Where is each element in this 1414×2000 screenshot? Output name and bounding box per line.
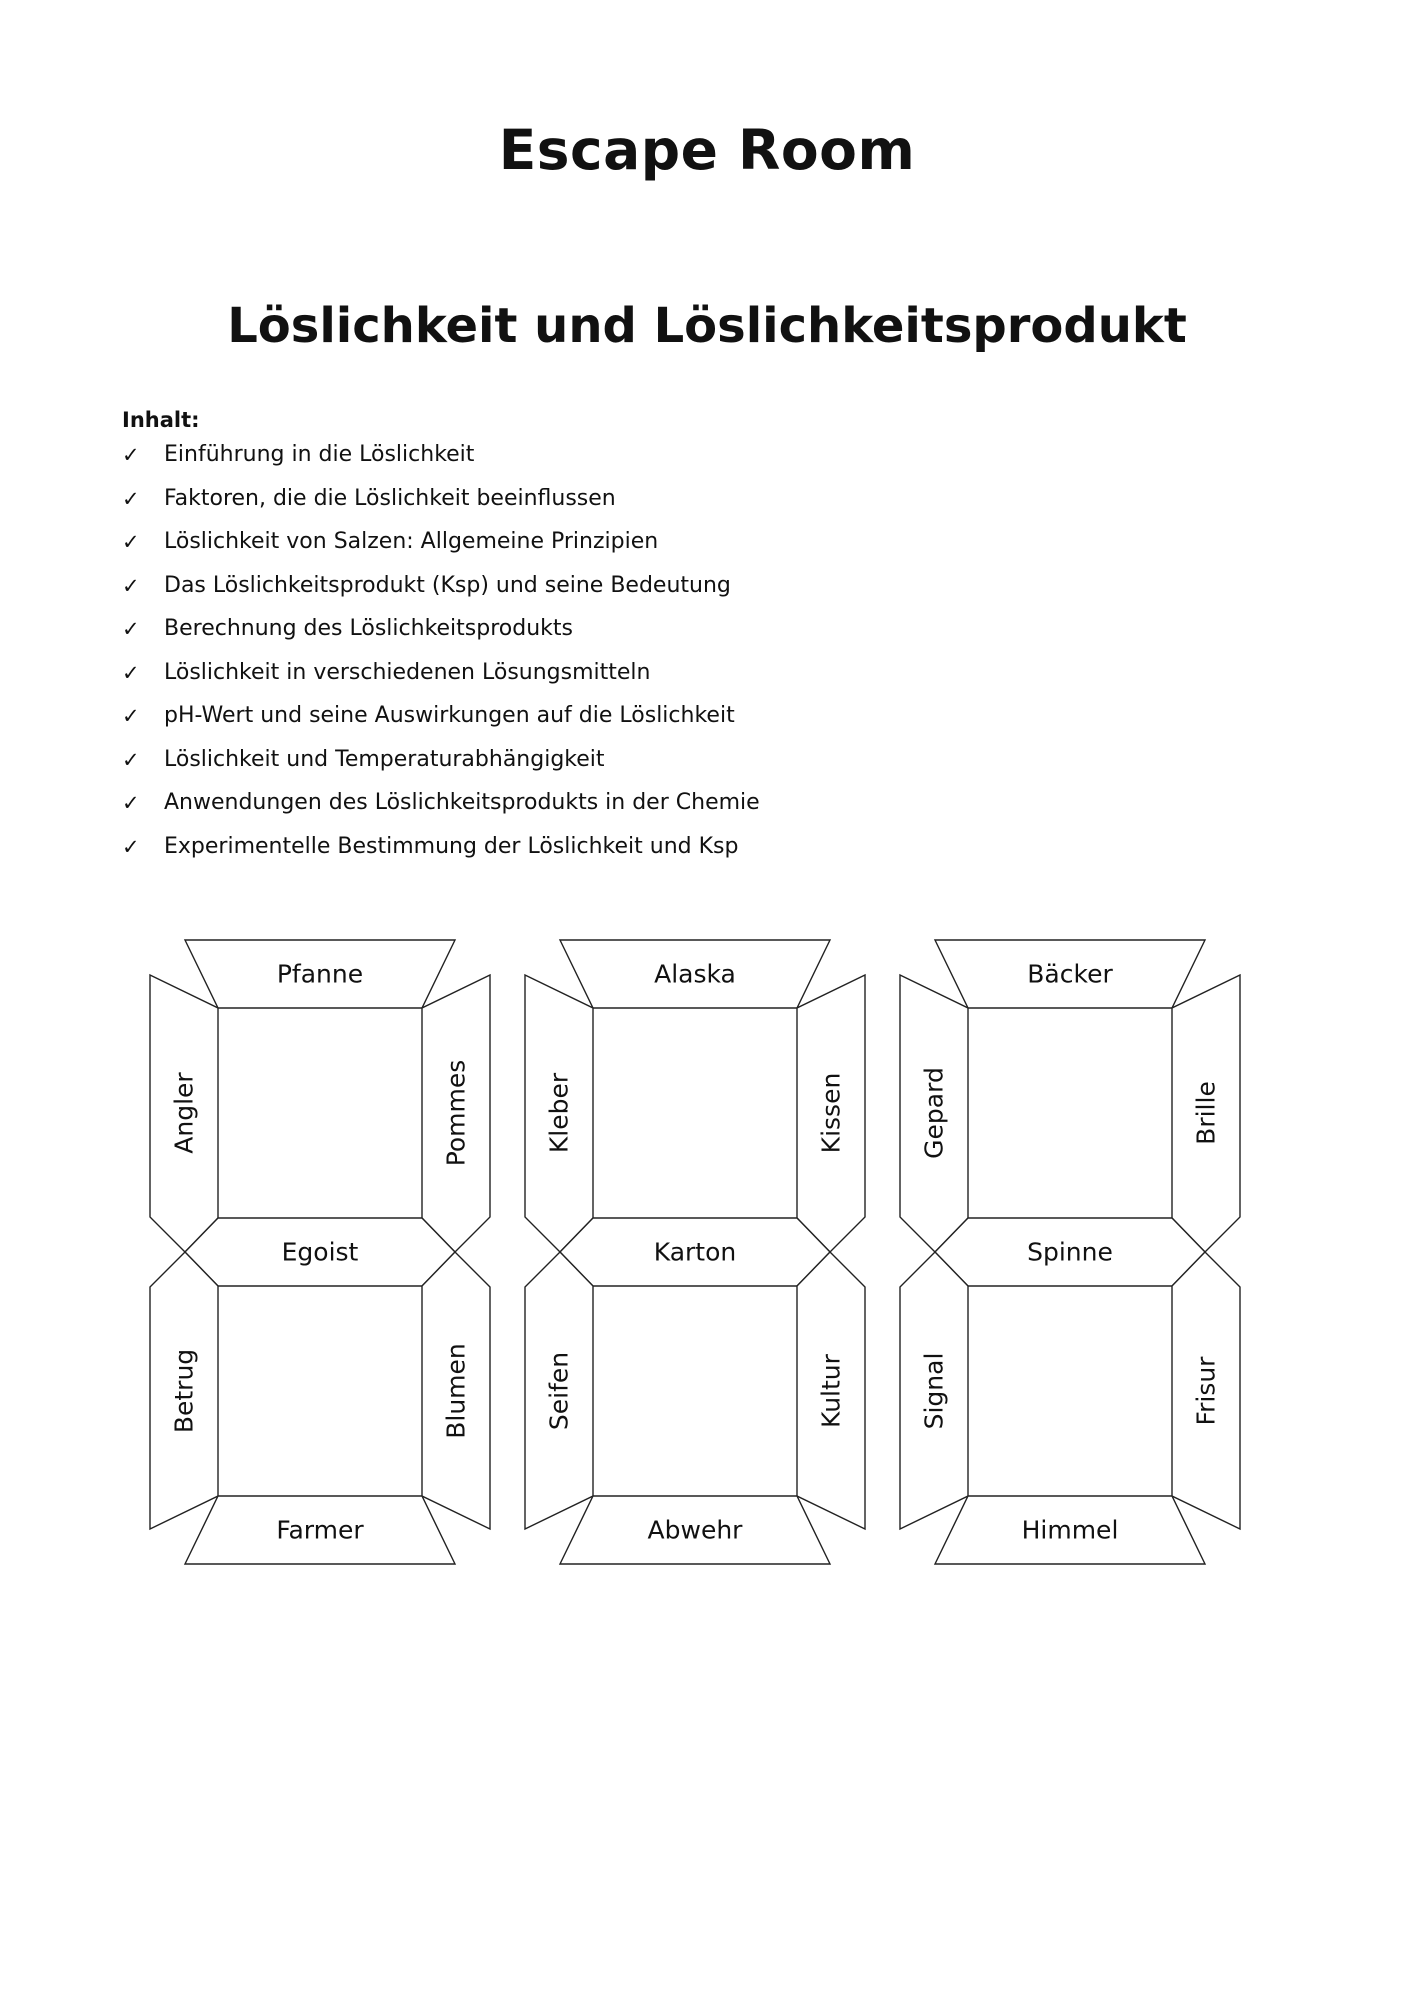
topic-text: Löslichkeit von Salzen: Allgemeine Prinzipien (164, 529, 659, 554)
segment-label-bottom: Himmel (1021, 1515, 1119, 1545)
contents-heading: Inhalt: (122, 408, 200, 432)
topic-text: Löslichkeit in verschiedenen Lösungsmitteln (164, 659, 651, 685)
checkmark-icon: ✓ (122, 704, 140, 728)
topic-text: Experimentelle Bestimmung der Löslichkeit und Ksp (164, 833, 739, 859)
segment-label-upper-right: Pommes (441, 1059, 471, 1167)
checkmark-icon: ✓ (122, 486, 140, 511)
segment-label-top: Pfanne (276, 959, 364, 989)
topic-text: Anwendungen des Löslichkeitsprodukts in der Chemie (164, 790, 760, 815)
checkmark-icon: ✓ (122, 834, 140, 859)
segment-label-middle: Egoist (281, 1237, 359, 1267)
segment-label-upper-left: Gepard (919, 1067, 949, 1159)
segment-label-lower-right: Blumen (441, 1343, 471, 1439)
checkmark-icon: ✓ (122, 747, 140, 772)
segment-label-bottom: Farmer (276, 1515, 364, 1545)
segment-label-lower-left: Betrug (169, 1348, 199, 1434)
checkmark-icon: ✓ (122, 530, 140, 554)
topic-text: Einführung in die Löslichkeit (164, 442, 475, 467)
segment-label-upper-right: Kissen (816, 1072, 846, 1154)
digit-frame (900, 940, 1240, 1564)
segment-label-lower-right: Frisur (1191, 1356, 1221, 1426)
segment-label-lower-left: Signal (919, 1352, 949, 1430)
segment-label-top: Bäcker (1027, 959, 1113, 989)
page-subtitle: Löslichkeit und Löslichkeitsprodukt (227, 298, 1187, 354)
segment-label-upper-right: Brille (1191, 1081, 1221, 1145)
segment-label-bottom: Abwehr (647, 1515, 743, 1545)
checkmark-icon: ✓ (122, 617, 140, 641)
segment-label-top: Alaska (654, 959, 736, 989)
segment-label-middle: Karton (653, 1237, 737, 1267)
topic-text: Das Löslichkeitsprodukt (Ksp) und seine Bedeutung (164, 572, 731, 598)
digit-frame (525, 940, 865, 1564)
topic-text: pH-Wert und seine Auswirkungen auf die Löslichkeit (164, 703, 735, 728)
checkmark-icon: ✓ (122, 791, 140, 815)
checkmark-icon: ✓ (122, 443, 140, 467)
topic-text: Löslichkeit und Temperaturabhängigkeit (164, 746, 605, 772)
topic-text: Faktoren, die die Löslichkeit beeinflussen (164, 485, 616, 511)
segment-label-middle: Spinne (1027, 1237, 1113, 1267)
segment-label-lower-right: Kultur (816, 1354, 846, 1428)
page-title: Escape Room (498, 118, 916, 182)
digit-frame (150, 940, 490, 1564)
checkmark-icon: ✓ (122, 573, 140, 598)
segment-label-upper-left: Angler (169, 1072, 199, 1154)
segment-label-lower-left: Seifen (544, 1351, 574, 1431)
topic-text: Berechnung des Löslichkeitsprodukts (164, 616, 573, 641)
segment-label-upper-left: Kleber (544, 1072, 574, 1154)
checkmark-icon: ✓ (122, 660, 140, 685)
